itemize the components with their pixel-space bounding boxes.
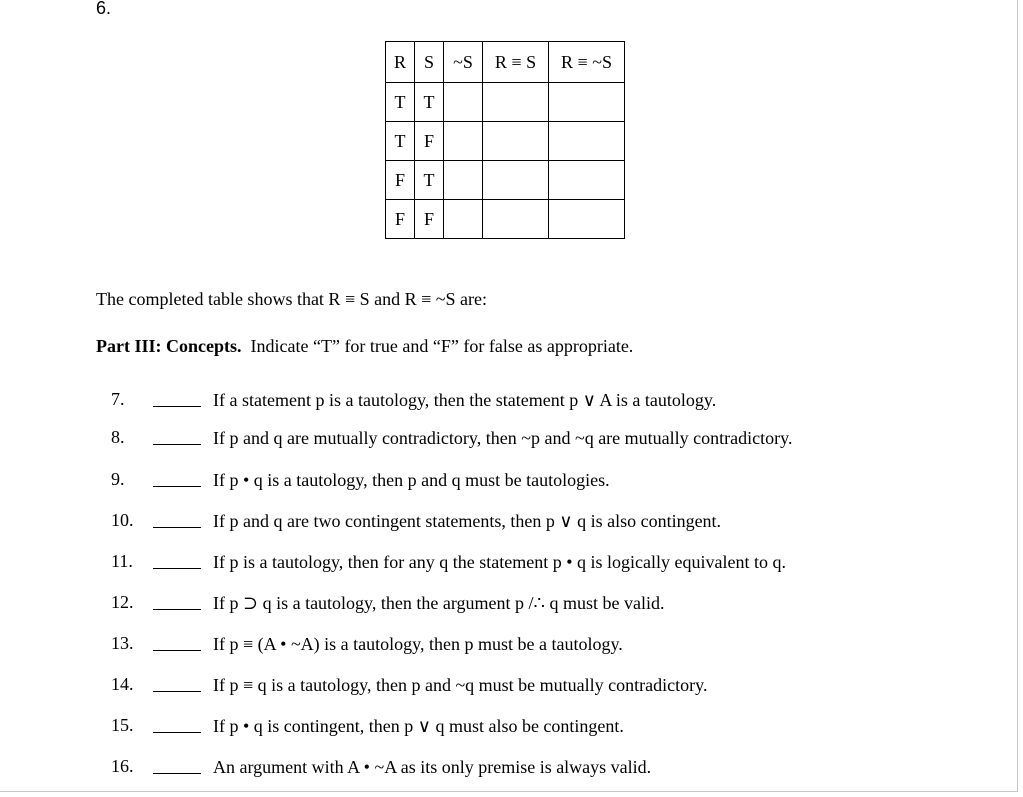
table-row — [386, 200, 625, 239]
list-item — [0, 469, 1017, 499]
cell-r: F — [386, 161, 415, 200]
answer-blank[interactable] — [153, 406, 201, 407]
answer-blank[interactable] — [153, 773, 201, 774]
list-item — [0, 592, 1017, 622]
item-number: 12. — [111, 592, 134, 612]
cell-not-s[interactable] — [444, 161, 483, 200]
item-statement: If a statement p is a tautology, then the statement p ∨ A is a tautology. — [213, 390, 717, 410]
item-number: 8. — [111, 427, 125, 447]
header-r: R — [386, 42, 415, 83]
cell-not-s[interactable] — [444, 83, 483, 122]
answer-blank[interactable] — [153, 486, 201, 487]
cell-r-equiv-not-s[interactable] — [549, 200, 625, 239]
item-number: 13. — [111, 633, 134, 653]
item-number: 16. — [111, 756, 134, 776]
answer-blank[interactable] — [153, 609, 201, 610]
answer-blank[interactable] — [153, 732, 201, 733]
truth-table-header-row — [386, 42, 625, 83]
item-statement: If p and q are two contingent statements, then p ∨ q is also contingent. — [213, 511, 722, 531]
item-number: 9. — [111, 469, 125, 489]
completed-table-prompt: The completed table shows that R ≡ S and R ≡ ~S are: — [96, 289, 487, 309]
table-row — [386, 83, 625, 122]
header-not-s: ~S — [444, 42, 483, 83]
item-statement: If p • q is contingent, then p ∨ q must also be contingent. — [213, 716, 624, 736]
cell-r-equiv-s[interactable] — [483, 122, 549, 161]
item-statement: If p and q are mutually contradictory, then ~p and ~q are mutually contradictory. — [213, 428, 793, 448]
item-statement: If p • q is a tautology, then p and q must be tautologies. — [213, 470, 610, 490]
cell-s: T — [415, 83, 444, 122]
list-item — [0, 633, 1017, 663]
item-statement: An argument with A • ~A as its only premise is always valid. — [213, 757, 652, 777]
cell-s: F — [415, 122, 444, 161]
cell-r: F — [386, 200, 415, 239]
table-row — [386, 122, 625, 161]
answer-blank[interactable] — [153, 691, 201, 692]
list-item — [0, 756, 1017, 786]
answer-blank[interactable] — [153, 527, 201, 528]
item-statement: If p ≡ q is a tautology, then p and ~q must be mutually contradictory. — [213, 675, 708, 695]
list-item — [0, 389, 1017, 419]
item-number: 10. — [111, 510, 134, 530]
item-statement: If p is a tautology, then for any q the statement p • q is logically equivalent to q. — [213, 552, 787, 572]
cell-r-equiv-s[interactable] — [483, 83, 549, 122]
cell-r-equiv-s[interactable] — [483, 161, 549, 200]
item-number: 7. — [111, 389, 125, 409]
cell-r: T — [386, 83, 415, 122]
part3-heading — [96, 336, 633, 357]
list-item — [0, 715, 1017, 745]
list-item — [0, 510, 1017, 540]
truth-table — [385, 41, 625, 239]
answer-blank[interactable] — [153, 444, 201, 445]
list-item — [0, 674, 1017, 704]
cell-not-s[interactable] — [444, 122, 483, 161]
item-statement: If p ≡ (A • ~A) is a tautology, then p must be a tautology. — [213, 634, 623, 654]
cell-r-equiv-not-s[interactable] — [549, 122, 625, 161]
cell-s: F — [415, 200, 444, 239]
header-r-equiv-s: R ≡ S — [483, 42, 549, 83]
answer-blank[interactable] — [153, 568, 201, 569]
list-item — [0, 427, 1017, 457]
answer-blank[interactable] — [153, 650, 201, 651]
cell-s: T — [415, 161, 444, 200]
cell-r-equiv-not-s[interactable] — [549, 83, 625, 122]
item-statement: If p ⊃ q is a tautology, then the argument p /∴ q must be valid. — [213, 593, 665, 613]
list-item — [0, 551, 1017, 581]
cell-r-equiv-s[interactable] — [483, 200, 549, 239]
item-number: 11. — [111, 551, 133, 571]
cell-r-equiv-not-s[interactable] — [549, 161, 625, 200]
question-number: 6. — [96, 0, 112, 18]
cell-not-s[interactable] — [444, 200, 483, 239]
cell-r: T — [386, 122, 415, 161]
part3-instructions: Indicate “T” for true and “F” for false as appropriate. — [250, 336, 634, 356]
header-r-equiv-not-s: R ≡ ~S — [549, 42, 625, 83]
item-number: 15. — [111, 715, 134, 735]
part3-title: Part III: Concepts. — [96, 336, 242, 356]
item-number: 14. — [111, 674, 134, 694]
header-s: S — [415, 42, 444, 83]
table-row — [386, 161, 625, 200]
